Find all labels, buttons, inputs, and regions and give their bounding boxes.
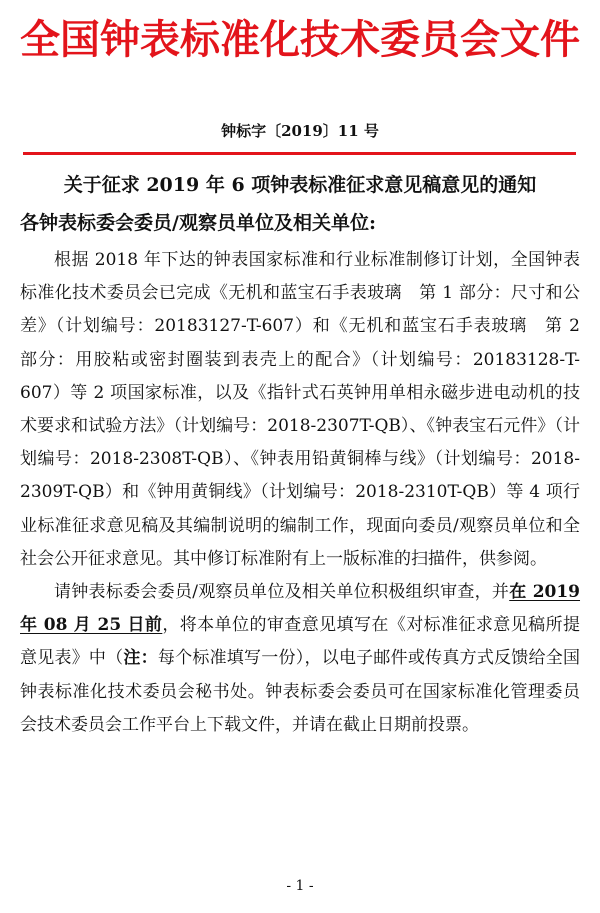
deadline-date: 在 2019 年 08 月 25 日前 <box>20 582 581 636</box>
notice-body <box>20 244 580 742</box>
document-number: 钟标字〔2019〕11 号 <box>221 122 379 140</box>
body-paragraph-1: 根据 2018 年下达的钟表国家标准和行业标准制修订计划，全国钟表标准化技术委员会已完成《无机和蓝宝石手表玻璃 第 1 部分：尺寸和公差》（计划编号：20183127-T-607）和《无机和蓝宝石手表玻璃 第 2 部分：用胶粘或密封圈装到表壳上的配合》（计划编号：20183128-T-607）等 2 项国家标准，以及《指针式石英钟用单相永磁步进电动机的技术要求和试验方法》（计划编号：2018-2307T-QB）、《钟表宝石元件》（计划编号：2018-2308T-QB）、《钟表用铅黄铜棒与线》（计划编号：2018-2309T-QB）和《钟用黄铜线》（计划编号：2018-2310T-QB）等 4 项行业标准征求意见稿及其编制说明的编制工作，现面向委员/观察员单位和全社会公开征求意见。其中修订标准附有上一版标准的扫描件，供参阅。 <box>20 250 580 569</box>
para2-text-c: 每个标准填写一份），以电子邮件或传真方式反馈给全国钟表标准化技术委员会秘书处。钟表标委会委员可在国家标准化管理委员会技术委员会工作平台上下载文件，并请在截止日期前投票。 <box>20 648 580 735</box>
notice-title: 关于征求 2019 年 6 项钟表标准征求意见稿意见的通知 <box>63 174 537 196</box>
note-label: 注： <box>123 648 158 669</box>
issuing-organization-title: 全国钟表标准化技术委员会文件 <box>20 17 580 63</box>
para2-text-a: 请钟表标委会委员/观察员单位及相关单位积极组织审查，并 <box>54 582 510 603</box>
addressee-line: 各钟表标委会委员/观察员单位及相关单位: <box>20 212 376 234</box>
red-divider-rule <box>23 152 576 155</box>
page-number: - 1 - <box>286 878 314 894</box>
body-paragraph-2 <box>20 576 580 742</box>
para2-text-b: ，将本单位的审查意见填写在《对标准征求意见稿所提意见表》中（ <box>20 615 580 669</box>
